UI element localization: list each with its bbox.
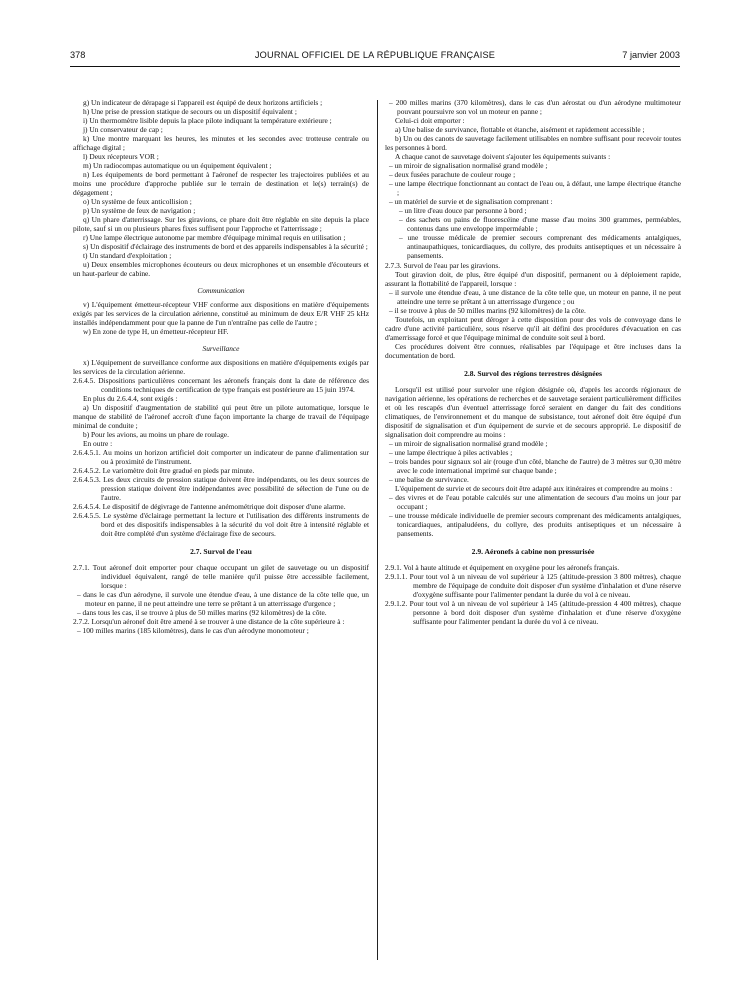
paragraph: Lorsqu'il est utilisé pour survoler une région désignée où, d'après les accords régionaux de navigation aérienne, les opérations de recherches et de sauvetage seraient particulièrement difficiles et où les rescapés d'un éventuel atterrissage forcé seraient en danger du fait des conditions climatiques, de l'environnement et du manque de subsistance, tout aéronef doit être équipé d'un dispositif de signalisation et d'un équipement de survie et de secours approprié. Le dispositif de signalisation doit comprendre au moins :	[385, 385, 681, 439]
paragraph: A chaque canot de sauvetage doivent s'ajouter les équipements suivants :	[395, 152, 611, 161]
paragraph: g) Un indicateur de dérapage si l'appareil est équipé de deux horizons artificiels ;	[83, 98, 323, 107]
paragraph: Tout giravion doit, de plus, être équipé d'un dispositif, permanent ou à déploiement rapide, assurant la flottabilité de l'appareil, lorsque :	[385, 270, 681, 288]
paragraph: Toutefois, un exploitant peut déroger à cette disposition pour des vols de convoyage dans le cadre d'une activité particulière, sous réserve qu'il ait défini des procédures d'évacuation en cas d'amerrissage forcé et que l'équipage minimal de conduite soit seul à bord.	[385, 315, 681, 342]
paragraph: Celui-ci doit emporter :	[395, 116, 465, 125]
numbered-paragraph: 2.6.4.5.5. Le système d'éclairage permettant la lecture et l'utilisation des différents instruments de bord et des dispositifs indispensables à la sécurité du vol doit être à intensité réglable et doit être complété d'un système d'éclairage fixe de secours.	[73, 511, 369, 538]
dash-item: – un miroir de signalisation normalisé grand modèle ;	[389, 439, 548, 448]
dash-item: – trois bandes pour signaux sol air (rouge d'un côté, blanche de l'autre) de 3 mètres sur 0,30 mètre avec le code international imprimé sur chaque bande ;	[389, 457, 681, 475]
numbered-paragraph: 2.7.3. Survol de l'eau par les giravions.	[385, 261, 501, 270]
dash-item: – une trousse médicale individuelle de premier secours comprenant des médicaments antalgiques, tonicardiaques, antipaludéens, du collyre, des produits antiseptiques et un nécessaire à pansements.	[389, 511, 681, 538]
paragraph: L'équipement de survie et de secours doit être adapté aux itinéraires et comprendre au moins :	[395, 484, 673, 493]
numbered-paragraph: 2.9.1.1. Pour tout vol à un niveau de vol supérieur à 125 (altitude-pression 3 800 mètres), chaque membre de l'équipage de conduite doit disposer d'un système d'inhalation et d'une réserve d'oxygène suffisante pour l'alimenter pendant la durée du vol à ce niveau.	[385, 572, 681, 599]
numbered-paragraph: 2.9.1.2. Pour tout vol à un niveau de vol supérieur à 145 (altitude-pression 4 400 mètres), chaque personne à bord doit disposer d'un système d'inhalation et d'une réserve d'oxygène suffisante pour l'alimenter pendant la durée du vol à ce niveau.	[385, 599, 681, 626]
right-column	[385, 98, 681, 626]
issue-date: 7 janvier 2003	[622, 50, 680, 60]
paragraph: i) Un thermomètre lisible depuis la place pilote indiquant la température extérieure ;	[83, 116, 332, 125]
dash-item: – dans le cas d'un aérodyne, il survole une étendue d'eau, à une distance de la côte telle que, un moteur en panne, il ne peut atteindre une terre se prêtant à un atterrissage d'urgence ;	[77, 590, 369, 608]
paragraph: q) Un phare d'atterrissage. Sur les giravions, ce phare doit être réglable en site depuis la place pilote, sauf si un ou plusieurs phares fixes suffisent pour l'approche et l'atterrissage ;	[73, 215, 369, 233]
paragraph: w) En zone de type H, un émetteur-récepteur HF.	[83, 327, 229, 336]
subheading-communication: Communication	[197, 286, 245, 295]
paragraph: En outre :	[83, 439, 113, 448]
section-heading-2-8: 2.8. Survol des régions terrestres désignées	[464, 369, 602, 378]
paragraph: o) Un système de feux anticollision ;	[83, 197, 192, 206]
left-column	[73, 98, 369, 635]
dash-item: – une lampe électrique à piles activables ;	[389, 448, 513, 457]
numbered-paragraph: 2.6.4.5.3. Les deux circuits de pression statique doivent être indépendants, ou les deux sources de pression statique doivent être indépendantes avec possibilité de sélection de l'une ou de l'autre.	[73, 475, 369, 502]
nested-dash-item: – une trousse médicale de premier secours comprenant des médicaments antalgiques, antinaupathiques, tonicardiaques, du collyre, des produits antiseptiques et un nécessaire à pansements.	[399, 233, 681, 260]
dash-item: – il se trouve à plus de 50 milles marins (92 kilomètres) de la côte.	[389, 306, 586, 315]
dash-item: – une balise de survivance.	[389, 475, 469, 484]
dash-item: – 200 milles marins (370 kilomètres), dans le cas d'un aérostat ou d'un aérodyne multimoteur pouvant poursuivre son vol un moteur en panne ;	[389, 98, 681, 116]
page-number: 378	[70, 50, 86, 60]
paragraph: h) Une prise de pression statique de secours ou un dispositif équivalent ;	[83, 107, 297, 116]
paragraph: r) Une lampe électrique autonome par membre d'équipage minimal requis en utilisation ;	[83, 233, 346, 242]
section-heading-2-9: 2.9. Aéronefs à cabine non pressurisée	[471, 547, 595, 556]
dash-item: – deux fusées parachute de couleur rouge ;	[389, 170, 516, 179]
numbered-paragraph: 2.6.4.5.1. Au moins un horizon artificiel doit comporter un indicateur de panne d'alimentation sur ou à proximité de l'instrument.	[73, 448, 369, 466]
nested-dash-item: – un litre d'eau douce par personne à bord ;	[399, 206, 527, 215]
dash-item: – il survole une étendue d'eau, à une distance de la côte telle que, un moteur en panne, il ne peut atteindre une terre se prêtant à un atterrissage d'urgence ; ou	[389, 288, 681, 306]
dash-item: – un matériel de survie et de signalisation comprenant :	[389, 197, 553, 206]
paragraph: j) Un conservateur de cap ;	[83, 125, 163, 134]
paragraph: v) L'équipement émetteur-récepteur VHF conforme aux dispositions en matière d'équipements exigés par les services de la circulation aérienne, constitué au minimum de deux E/R VHF 25 kHz installés indépendamment pour que la panne de l'un n'entraîne pas celle de l'autre ;	[73, 300, 369, 327]
numbered-paragraph: 2.6.4.5.2. Le variomètre doit être gradué en pieds par minute.	[73, 466, 255, 475]
numbered-paragraph: 2.7.2. Lorsqu'un aéronef doit être amené à se trouver à une distance de la côte supérieure à :	[73, 617, 345, 626]
paragraph: p) Un système de feux de navigation ;	[83, 206, 196, 215]
paragraph: m) Un radiocompas automatique ou un équipement équivalent ;	[83, 161, 272, 170]
column-divider	[377, 100, 378, 960]
paragraph: En plus du 2.6.4.4, sont exigés :	[83, 394, 178, 403]
journal-title: JOURNAL OFFICIEL DE LA RÉPUBLIQUE FRANÇAISE	[254, 50, 496, 60]
dash-item: – des vivres et de l'eau potable calculés sur une alimentation de secours d'au moins un jour par occupant ;	[389, 493, 681, 511]
dash-item: – un miroir de signalisation normalisé grand modèle ;	[389, 161, 548, 170]
page-header	[70, 50, 680, 64]
dash-item: – une lampe électrique fonctionnant au contact de l'eau ou, à défaut, une lampe électrique étanche ;	[389, 179, 681, 197]
paragraph: t) Un standard d'exploitation ;	[83, 251, 172, 260]
paragraph: s) Un dispositif d'éclairage des instruments de bord et des appareils indispensables à la sécurité ;	[83, 242, 368, 251]
paragraph: x) L'équipement de surveillance conforme aux dispositions en matière d'équipements exigés par les services de la circulation aérienne.	[73, 358, 369, 376]
numbered-paragraph: 2.7.1. Tout aéronef doit emporter pour chaque occupant un gilet de sauvetage ou un dispositif individuel équivalent, rangé de telle manière qu'il puisse être accessible facilement, lorsque :	[73, 563, 369, 590]
section-heading-2-7: 2.7. Survol de l'eau	[190, 547, 252, 556]
dash-item: – dans tous les cas, il se trouve à plus de 50 milles marins (92 kilomètres) de la côte.	[77, 608, 327, 617]
numbered-paragraph: 2.6.4.5.4. Le dispositif de dégivrage de l'antenne anémométrique doit disposer d'une alarme.	[73, 502, 346, 511]
nested-dash-item: – des sachets ou pains de fluorescéine d'une masse d'au moins 300 grammes, perméables, contenus dans une enveloppe imperméable ;	[399, 215, 681, 233]
paragraph: b) Un ou des canots de sauvetage facilement utilisables en nombre suffisant pour recevoir toutes les personnes à bord.	[385, 134, 681, 152]
paragraph: k) Une montre marquant les heures, les minutes et les secondes avec trotteuse centrale ou affichage digital ;	[73, 134, 369, 152]
paragraph: n) Les équipements de bord permettant à l'aéronef de respecter les trajectoires publiées et au moins une procédure d'approche publiée sur le terrain de destination et le(s) terrain(s) de dégagement ;	[73, 170, 369, 197]
paragraph: a) Un dispositif d'augmentation de stabilité qui peut être un pilote automatique, lorsque le manque de stabilité de l'aéronef accroît d'une façon importante la charge de travail de l'équipage minimal de conduite ;	[73, 403, 369, 430]
numbered-paragraph: 2.6.4.5. Dispositions particulières concernant les aéronefs français dont la date de référence des conditions techniques de certification de type français est postérieure au 15 juin 1974.	[73, 376, 369, 394]
numbered-paragraph: 2.9.1. Vol à haute altitude et équipement en oxygène pour les aéronefs français.	[385, 563, 620, 572]
paragraph: u) Deux ensembles microphones écouteurs ou deux microphones et un ensemble d'écouteurs et un haut-parleur de cabine.	[73, 260, 369, 278]
header-rule	[70, 66, 680, 67]
paragraph: a) Une balise de survivance, flottable et étanche, aisément et rapidement accessible ;	[395, 125, 645, 134]
dash-item: – 100 milles marins (185 kilomètres), dans le cas d'un aérodyne monomoteur ;	[77, 626, 309, 635]
paragraph: Ces procédures doivent être connues, réalisables par l'équipage et être incluses dans la documentation de bord.	[385, 342, 681, 360]
subheading-surveillance: Surveillance	[202, 344, 240, 353]
paragraph: b) Pour les avions, au moins un phare de roulage.	[83, 430, 229, 439]
paragraph: l) Deux récepteurs VOR ;	[83, 152, 159, 161]
